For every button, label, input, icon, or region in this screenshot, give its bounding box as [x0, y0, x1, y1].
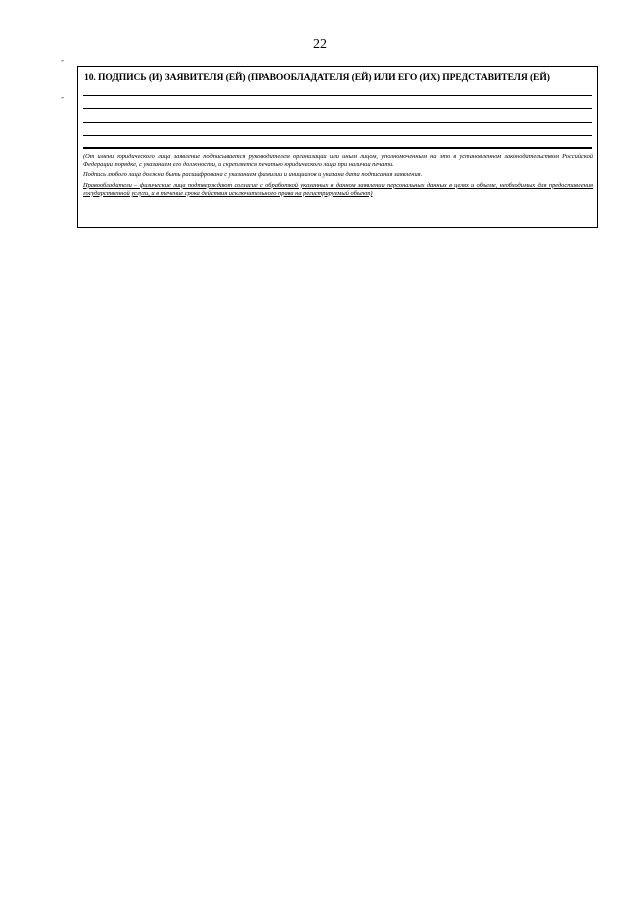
- signature-line[interactable]: [83, 135, 592, 136]
- signature-line[interactable]: [83, 95, 592, 96]
- margin-mark: -: [61, 92, 64, 102]
- signature-section: [77, 66, 598, 228]
- section-title: 10. ПОДПИСЬ (И) ЗАЯВИТЕЛЯ (ЕЙ) (ПРАВООБЛАДАТЕЛЯ (ЕЙ) ИЛИ ЕГО (ИХ) ПРЕДСТАВИТЕЛЯ (ЕЙ): [84, 72, 550, 83]
- signature-line[interactable]: [83, 122, 592, 123]
- note-signature-decoding: Подпись любого лица должна быть расшифрована с указанием фамилии и инициалов и указана дата подписания заявления.: [83, 171, 423, 179]
- margin-mark: -: [61, 55, 64, 65]
- section-notes: [83, 153, 593, 200]
- note-consent: Правообладатели – физические лица подтверждают согласие с обработкой указанных в данном заявлении персональных данных в целях и объеме, необходимых для предоставления государственной услуги, и в течение срока действия исключительного права на регистрируемый объект): [83, 181, 593, 197]
- page-number: 22: [313, 37, 327, 52]
- note-legal-entity: (От имени юридического лица заявление подписывается руководителем организации или иным лицом, уполномоченным на это в установленном законодательством Российской Федерации порядке, с указанием его должности, и скрепляется печатью юридического лица при наличии печати.: [83, 153, 593, 169]
- section-divider: [83, 147, 592, 149]
- signature-line[interactable]: [83, 108, 592, 109]
